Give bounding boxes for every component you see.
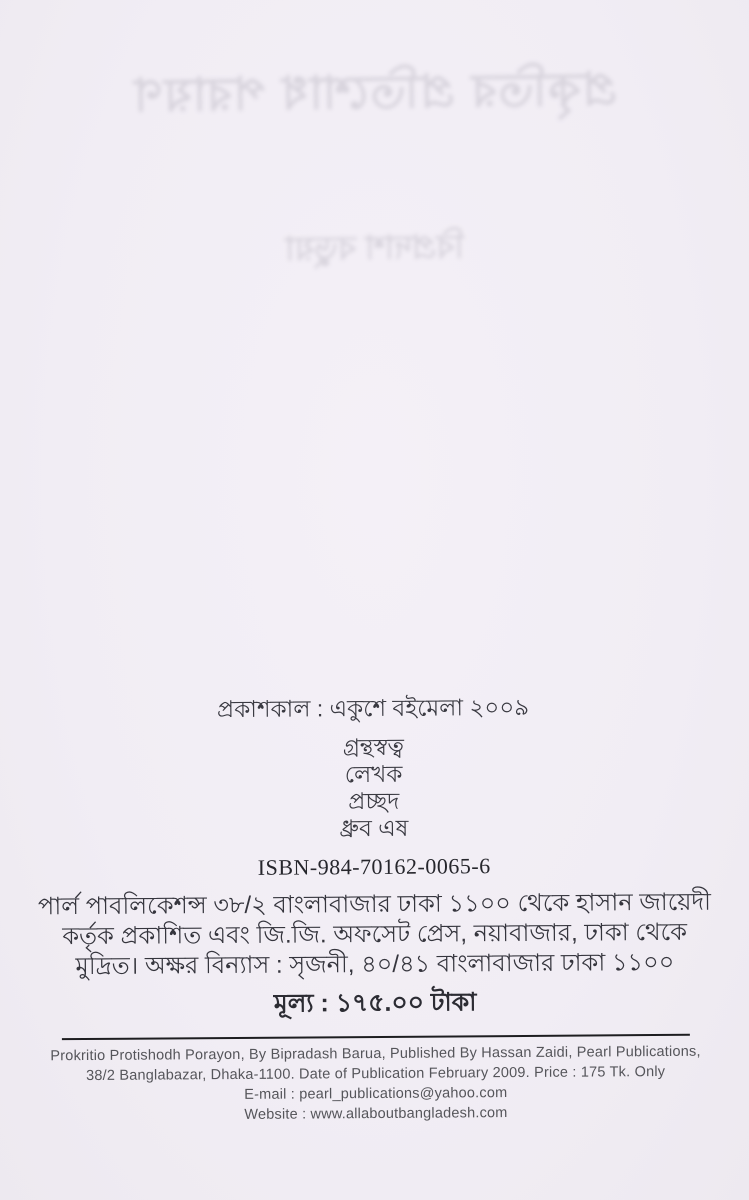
publisher-line-1: পার্ল পাবলিকেশন্স ৩৮/২ বাংলাবাজার ঢাকা ১১০০ থেকে হাসান জায়েদী [37, 888, 712, 921]
english-line-2: 38/2 Banglabazar, Dhaka-1100. Date of Publication February 2009. Price : 175 Tk. Only [86, 1063, 666, 1085]
price-line: মূল্য : ১৭৫.০০ টাকা [273, 988, 477, 1018]
isbn-number: ISBN-984-70162-0065-6 [257, 853, 491, 880]
copyright-label: গ্রন্থস্বত্ব [342, 733, 405, 761]
publication-date-line: প্রকাশকাল : একুশে বইমেলা ২০০৯ [216, 693, 530, 723]
separator-rule [61, 1034, 689, 1040]
website-line: Website : www.allaboutbangladesh.com [244, 1105, 508, 1123]
cover-artist: ধ্রুব এষ [339, 814, 409, 842]
publisher-line-3: মুদ্রিত। অক্ষর বিন্যাস : সৃজনী, ৪০/৪১ বাংলাবাজার ঢাকা ১১০০ [75, 948, 675, 981]
publisher-line-2: কর্তৃক প্রকাশিত এবং জি.জি. অফসেট প্রেস, নয়াবাজার, ঢাকা থেকে [62, 918, 688, 951]
english-line-1: Prokritio Protishodh Porayon, By Bipradash Barua, Published By Hassan Zaidi, Pearl Publications, [50, 1043, 701, 1065]
rights-cover-stack [0, 731, 749, 844]
english-colophon [1, 1041, 749, 1126]
copyright-holder: লেখক [344, 760, 403, 788]
showthrough-book-title: প্রকৃতির প্রতিশোধ পরায়ণ [131, 62, 618, 122]
publisher-paragraph [0, 887, 749, 982]
cover-label: প্রচ্ছদ [348, 787, 400, 815]
email-line: E-mail : pearl_publications@yahoo.com [244, 1085, 508, 1103]
colophon-block [0, 691, 749, 1126]
showthrough-author-name: বিপ্রদাশ বড়ুয়া [284, 227, 465, 268]
